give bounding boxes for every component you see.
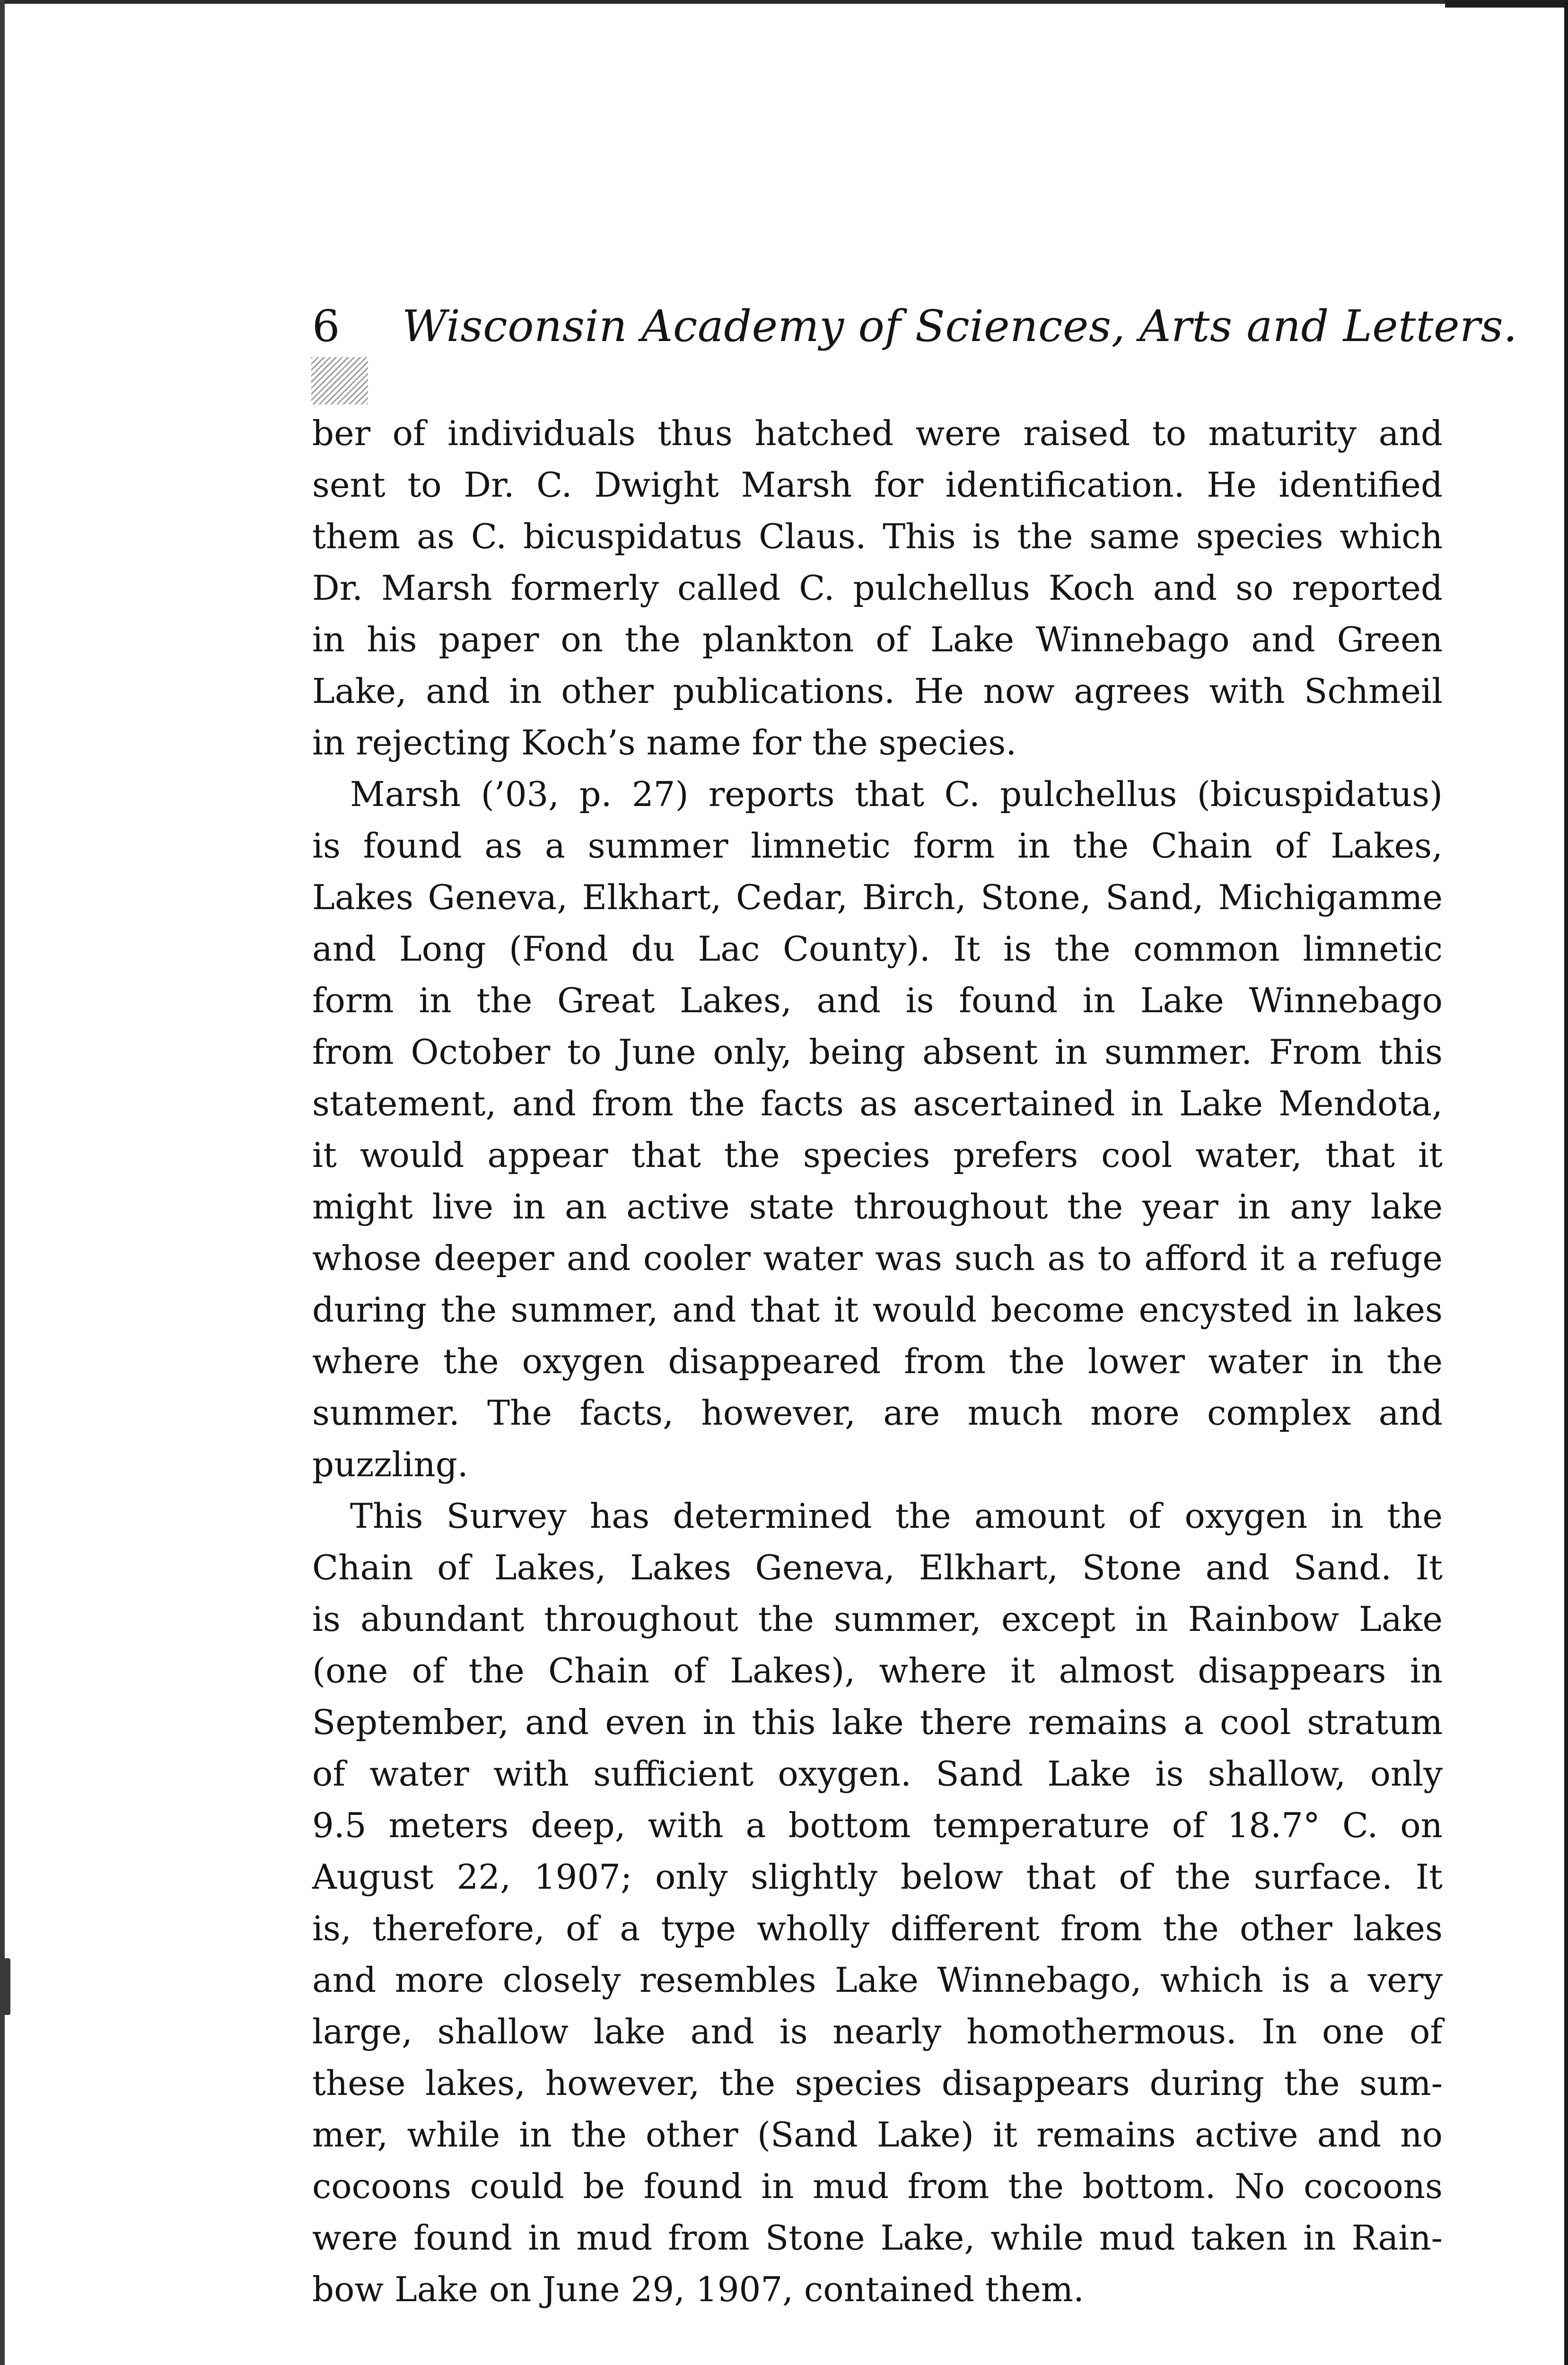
text-line: Lakes Geneva, Elkhart, Cedar, Birch, Stone, Sand, Michigamme bbox=[312, 877, 1443, 917]
text-line: whose deeper and cooler water was such as to afford it a refuge bbox=[312, 1238, 1443, 1278]
text-line: might live in an active state throughout the year in any lake bbox=[312, 1187, 1443, 1226]
scan-edge-left-mark bbox=[4, 1958, 10, 2015]
page-number: 6 bbox=[312, 301, 340, 351]
ink-smudge bbox=[311, 357, 368, 404]
text-line: Dr. Marsh formerly called C. pulchellus Koch and so reported bbox=[312, 568, 1443, 608]
text-line: large, shallow lake and is nearly homothermous. In one of bbox=[312, 2012, 1443, 2051]
text-line: from October to June only, being absent in summer. From this bbox=[312, 1032, 1443, 1072]
text-line: them as C. bicuspidatus Claus. This is the same species which bbox=[312, 517, 1443, 556]
text-line: and Long (Fond du Lac County). It is the common limnetic bbox=[312, 929, 1443, 969]
text-line: cocoons could be found in mud from the bottom. No cocoons bbox=[312, 2166, 1443, 2206]
scan-edge-right bbox=[1564, 0, 1568, 2365]
text-line: ber of individuals thus hatched were raised to maturity and bbox=[312, 413, 1443, 453]
text-line: in rejecting Koch’s name for the species. bbox=[312, 723, 1017, 762]
text-line: is found as a summer limnetic form in the Chain of Lakes, bbox=[312, 826, 1443, 866]
scan-edge-top-right bbox=[1445, 0, 1568, 8]
text-line: of water with sufficient oxygen. Sand Lake is shallow, only bbox=[312, 1754, 1443, 1794]
text-line: in his paper on the plankton of Lake Winnebago and Green bbox=[312, 620, 1443, 659]
text-line: is abundant throughout the summer, except in Rainbow Lake bbox=[312, 1599, 1443, 1639]
text-line: it would appear that the species prefers cool water, that it bbox=[312, 1135, 1443, 1175]
page-header bbox=[312, 289, 1517, 355]
text-line: were found in mud from Stone Lake, while mud taken in Rain- bbox=[312, 2218, 1443, 2258]
text-line: form in the Great Lakes, and is found in Lake Winnebago bbox=[312, 981, 1443, 1020]
text-line: 9.5 meters deep, with a bottom temperature of 18.7° C. on bbox=[312, 1805, 1443, 1845]
text-line: Lake, and in other publications. He now agrees with Schmeil bbox=[312, 671, 1443, 711]
running-head: Wisconsin Academy of Sciences, Arts and Letters. bbox=[402, 301, 1517, 351]
text-line: statement, and from the facts as ascertained in Lake Mendota, bbox=[312, 1084, 1443, 1123]
paragraph-3 bbox=[312, 1490, 1443, 2315]
text-line: is, therefore, of a type wholly different from the other lakes bbox=[312, 1909, 1443, 1948]
paragraph-2 bbox=[312, 769, 1443, 1490]
text-line: summer. The facts, however, are much more complex and bbox=[312, 1393, 1443, 1433]
text-line: these lakes, however, the species disappears during the sum- bbox=[312, 2063, 1443, 2103]
text-line: Chain of Lakes, Lakes Geneva, Elkhart, Stone and Sand. It bbox=[312, 1548, 1443, 1587]
text-line: during the summer, and that it would become encysted in lakes bbox=[312, 1290, 1443, 1330]
text-line: bow Lake on June 29, 1907, contained them. bbox=[312, 2269, 1084, 2309]
text-line: September, and even in this lake there remains a cool stratum bbox=[312, 1702, 1443, 1742]
text-line: and more closely resembles Lake Winnebago, which is a very bbox=[312, 1960, 1443, 2000]
body-text bbox=[312, 408, 1443, 2315]
text-line: where the oxygen disappeared from the lower water in the bbox=[312, 1341, 1443, 1381]
text-line: August 22, 1907; only slightly below that of the surface. It bbox=[312, 1857, 1443, 1897]
text-line: sent to Dr. C. Dwight Marsh for identification. He identified bbox=[312, 465, 1443, 505]
text-line: puzzling. bbox=[312, 1445, 468, 1484]
text-line: This Survey has determined the amount of oxygen in the bbox=[350, 1496, 1443, 1536]
scan-edge-top bbox=[0, 0, 1568, 4]
text-line: Marsh (’03, p. 27) reports that C. pulchellus (bicuspidatus) bbox=[350, 774, 1443, 814]
text-line: mer, while in the other (Sand Lake) it remains active and no bbox=[312, 2115, 1443, 2155]
text-line: (one of the Chain of Lakes), where it almost disappears in bbox=[312, 1651, 1443, 1691]
paragraph-1 bbox=[312, 408, 1443, 769]
